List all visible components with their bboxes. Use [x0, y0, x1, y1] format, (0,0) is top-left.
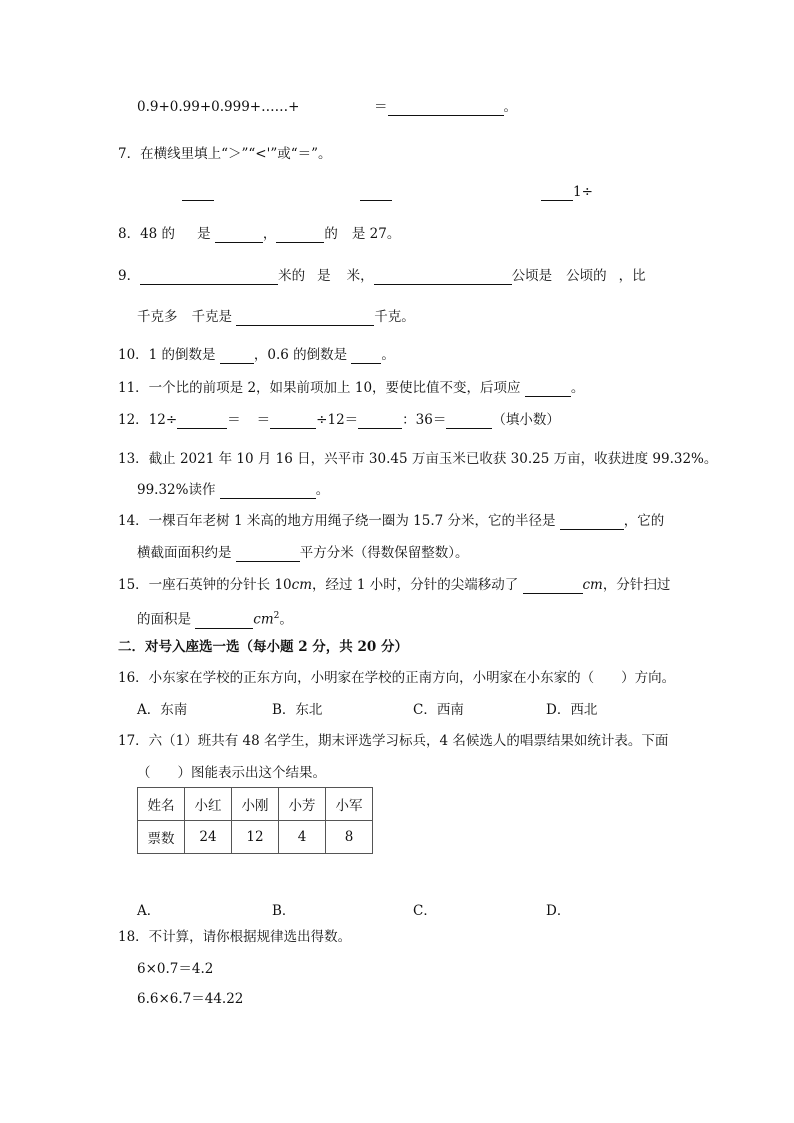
q13-line-2: 99.32%读作 。	[137, 482, 330, 498]
q7-blank-3[interactable]	[541, 186, 573, 201]
q16-prompt: 16．小东家在学校的正东方向，小明家在学校的正南方向，小明家在小东家的（ ）方向。	[118, 670, 676, 686]
table-cell: 12	[232, 821, 279, 854]
q17-prompt-1: 17．六（1）班共有 48 名学生，期末评选学习标兵，4 名候选人的唱票结果如统计表。下面	[118, 733, 669, 749]
table-cell: 小红	[185, 788, 232, 821]
q7-compare-2	[360, 183, 392, 201]
q15-line-2: 的面积是 $cm^2$。	[137, 611, 293, 628]
q12-blank-4[interactable]	[446, 414, 492, 429]
q7-compare-1	[182, 183, 214, 201]
q10-line: 10．1 的倒数是 ，0.6 的倒数是 。	[118, 347, 395, 363]
q10-blank-1[interactable]	[220, 349, 254, 364]
q14-line-1: 14．一棵百年老树 1 米高的地方用绳子绕一圈为 15.7 分米，它的半径是 ，它的	[118, 513, 665, 529]
q6-answer-blank[interactable]	[388, 101, 504, 116]
q11-line: 11．一个比的前项是 2，如果前项加上 10，要使比值不变，后项应 。	[118, 380, 585, 396]
q13-line-1: 13．截止 2021 年 10 月 16 日，兴平市 30.45 万亩玉米已收获 30.25 万亩，收获进度 99.32%。	[118, 451, 718, 467]
q11-blank[interactable]	[525, 382, 571, 397]
q18-equation-1: 6×0.7＝4.2	[137, 961, 214, 977]
vote-table	[137, 787, 373, 854]
q12-blank-1[interactable]	[177, 414, 227, 429]
q14-line-2: 横截面面积约是 平方分米（得数保留整数）。	[137, 545, 469, 561]
q9-line-1: 9． 米的 是 米， 公顷是 公顷的 ，比	[118, 268, 646, 284]
q16-option-d[interactable]: D．西北	[546, 702, 598, 718]
q8-blank-1[interactable]	[215, 228, 263, 243]
q8-blank-2[interactable]	[276, 228, 324, 243]
q9-blank-1[interactable]	[140, 270, 278, 285]
q12-blank-2[interactable]	[270, 414, 316, 429]
table-cell: 24	[185, 821, 232, 854]
q14-blank-1[interactable]	[560, 515, 624, 530]
vote-table-data-row	[138, 821, 373, 854]
q17-option-a[interactable]: A．	[137, 903, 161, 919]
q17-option-b[interactable]: B．	[272, 903, 296, 919]
q17-option-d[interactable]: D．	[546, 903, 571, 919]
q9-blank-3[interactable]	[236, 311, 374, 326]
q9-line-2: 千克多 千克是 千克。	[137, 309, 415, 325]
table-cell: 小芳	[279, 788, 326, 821]
q7-prompt: 7．在横线里填上“＞”“<'”或“＝”。	[118, 146, 332, 162]
q14-blank-2[interactable]	[236, 547, 300, 562]
q15-line-1: 15．一座石英钟的分针长 10cm，经过 1 小时，分针的尖端移动了 cm，分针扫过	[118, 577, 671, 593]
q15-blank-2[interactable]	[195, 614, 253, 629]
q6-expression: 0.9+0.99+0.999+……+	[137, 99, 300, 115]
q7-blank-1[interactable]	[182, 186, 214, 201]
q17-prompt-2: （ ）图能表示出这个结果。	[137, 765, 326, 781]
section-2-heading: 二．对号入座选一选（每小题 2 分，共 20 分）	[118, 639, 408, 655]
q18-prompt: 18．不计算，请你根据规律选出得数。	[118, 929, 352, 945]
q7-blank-2[interactable]	[360, 186, 392, 201]
vote-table-header-row	[138, 788, 373, 821]
q9-blank-2[interactable]	[374, 270, 512, 285]
q18-equation-2: 6.6×6.7＝44.22	[137, 991, 244, 1007]
table-cell: 姓名	[138, 788, 185, 821]
q12-blank-3[interactable]	[358, 414, 402, 429]
q8-line: 8．48 的 是 ， 的 是 27。	[118, 226, 401, 242]
q15-blank-1[interactable]	[523, 579, 583, 594]
q16-option-a[interactable]: A．东南	[137, 702, 188, 718]
q12-line: 12．12÷ ＝ ＝ ÷12＝ ：36＝ （填小数）	[118, 412, 560, 428]
q6-equals: ＝	[374, 99, 388, 115]
q6-line: 0.9+0.99+0.999+……+ ＝ 。	[137, 99, 518, 115]
q13-blank[interactable]	[220, 484, 316, 499]
q17-option-c[interactable]: C．	[413, 903, 437, 919]
q16-option-c[interactable]: C．西南	[413, 702, 464, 718]
table-cell: 8	[326, 821, 373, 854]
table-cell: 4	[279, 821, 326, 854]
q7-compare-3: 1÷	[541, 183, 593, 201]
q10-blank-2[interactable]	[351, 349, 381, 364]
table-cell: 票数	[138, 821, 185, 854]
table-cell: 小军	[326, 788, 373, 821]
q16-option-b[interactable]: B．东北	[272, 702, 323, 718]
table-cell: 小刚	[232, 788, 279, 821]
